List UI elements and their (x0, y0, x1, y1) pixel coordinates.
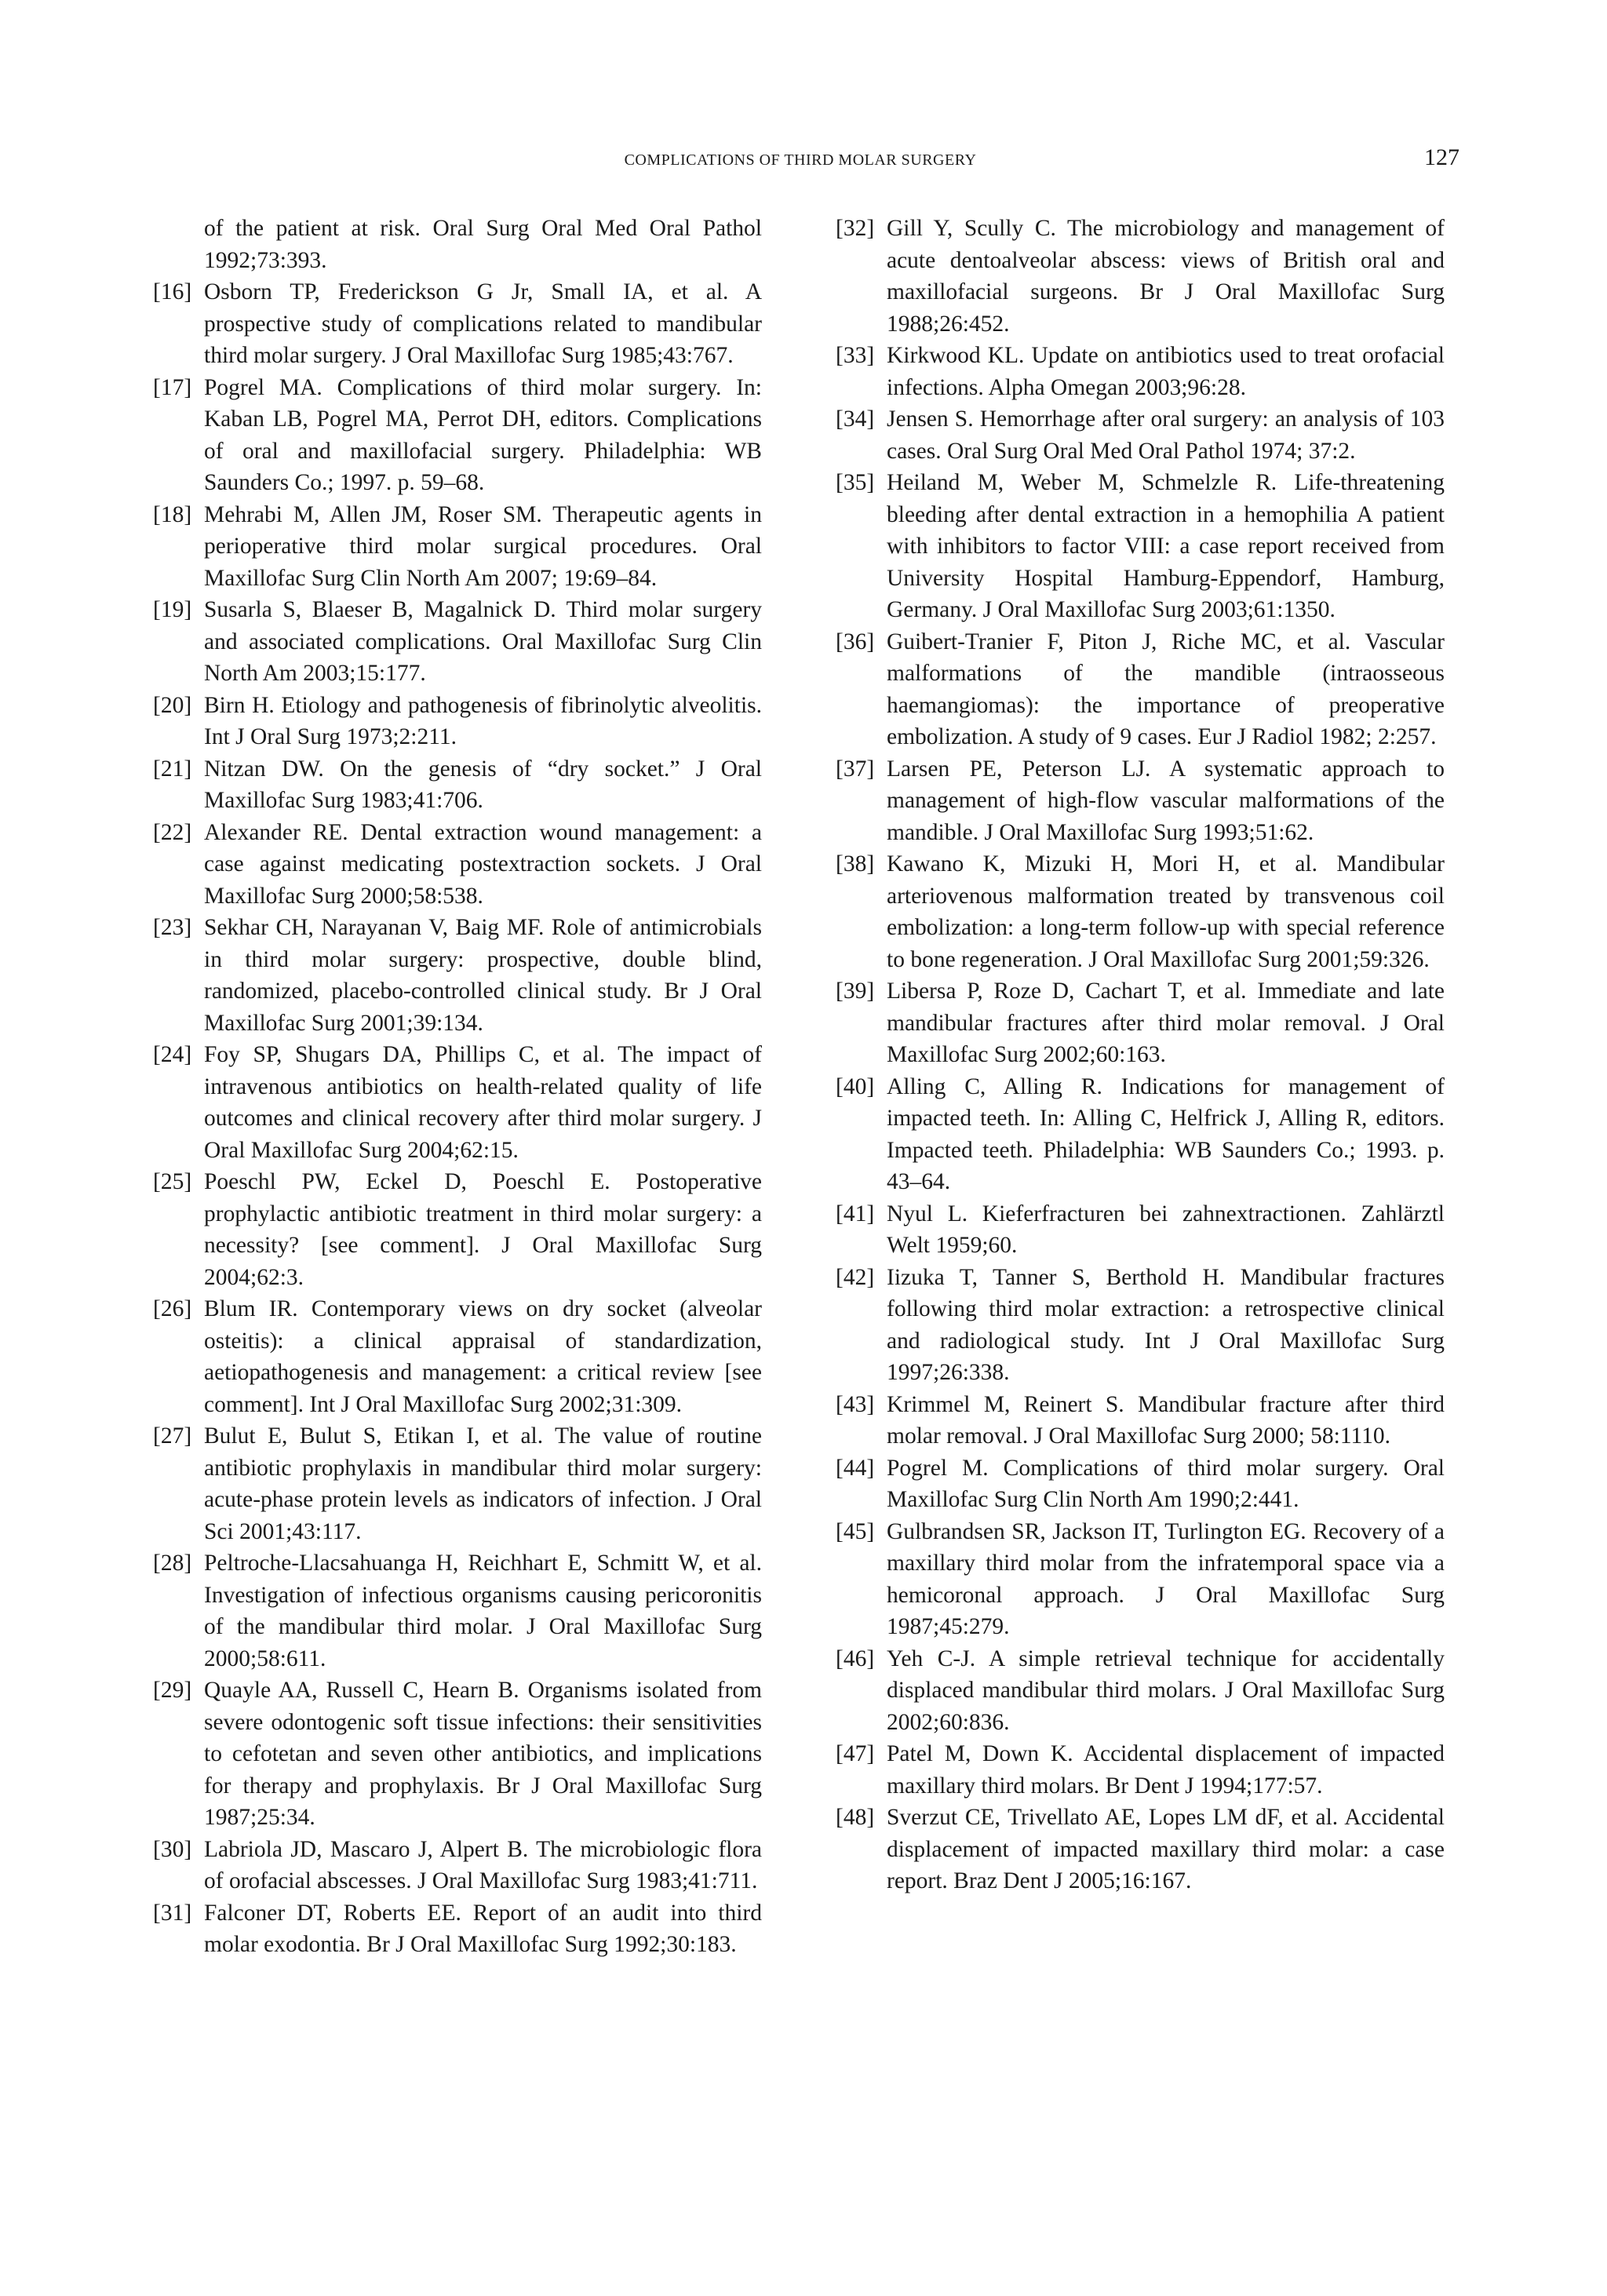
reference-text: Patel M, Down K. Accidental displacement of impacted maxillary third molars. Br Dent J 1994;177:57. (887, 1741, 1445, 1799)
reference-text: Quayle AA, Russell C, Hearn B. Organisms isolated from severe odontogenic soft tissue infections: their sensitivities to cefotetan and seven other antibiotics, and implications for therapy and prophylaxis. Br J Oral Maxillofac Surg 1987;25:34. (204, 1678, 762, 1830)
reference-number: [31] (153, 1900, 192, 1926)
reference-47 (836, 1738, 1445, 1802)
reference-number: [17] (153, 374, 192, 400)
reference-45 (836, 1516, 1445, 1643)
reference-32 (836, 213, 1445, 340)
reference-44 (836, 1452, 1445, 1516)
reference-text: Libersa P, Roze D, Cachart T, et al. Immediate and late mandibular fractures after third molar removal. J Oral Maxillofac Surg 2002;60:163. (887, 979, 1445, 1067)
reference-text: Jensen S. Hemorrhage after oral surgery: an analysis of 103 cases. Oral Surg Oral Med Oral Pathol 1974; 37:2. (887, 406, 1445, 464)
reference-number: [47] (836, 1741, 875, 1766)
running-head: COMPLICATIONS OF THIRD MOLAR SURGERY (624, 151, 977, 169)
reference-31 (153, 1897, 762, 1961)
reference-19 (153, 594, 762, 690)
reference-text: Guibert-Tranier F, Piton J, Riche MC, et al. Vascular malformations of the mandible (intraosseous haemangiomas): the importance of preoperative embolization. A study of 9 cases. Eur J Radiol 1982; 2:257. (887, 629, 1445, 749)
references-left-column (153, 213, 762, 1961)
reference-24 (153, 1039, 762, 1166)
reference-48 (836, 1802, 1445, 1897)
reference-18 (153, 499, 762, 595)
reference-text: Sekhar CH, Narayanan V, Baig MF. Role of antimicrobials in third molar surgery: prospective, double blind, randomized, placebo-controlled clinical study. Br J Oral Maxillofac Surg 2001;39:134. (204, 915, 762, 1036)
reference-29 (153, 1675, 762, 1834)
reference-text: Peltroche-Llacsahuanga H, Reichhart E, Schmitt W, et al. Investigation of infectious organisms causing pericoronitis of the mandibular third molar. J Oral Maxillofac Surg 2000;58:611. (204, 1551, 762, 1671)
reference-number: [24] (153, 1042, 192, 1067)
reference-text: Nitzan DW. On the genesis of “dry socket.” J Oral Maxillofac Surg 1983;41:706. (204, 756, 762, 813)
reference-39 (836, 975, 1445, 1071)
reference-text: Labriola JD, Mascaro J, Alpert B. The microbiologic flora of orofacial abscesses. J Oral Maxillofac Surg 1983;41:711. (204, 1836, 762, 1893)
reference-42 (836, 1262, 1445, 1389)
reference-35 (836, 467, 1445, 626)
reference-number: [30] (153, 1836, 192, 1862)
reference-text: Alling C, Alling R. Indications for management of impacted teeth. In: Alling C, Helfrick J, Alling R, editors. Impacted teeth. Philadelphia: WB Saunders Co.; 1993. p. 43–64. (887, 1073, 1445, 1194)
reference-16 (153, 276, 762, 372)
reference-text: Sverzut CE, Trivellato AE, Lopes LM dF, et al. Accidental displacement of impacted maxillary third molar: a case report. Braz Dent J 2005;16:167. (887, 1805, 1445, 1893)
reference-text: Gulbrandsen SR, Jackson IT, Turlington EG. Recovery of a maxillary third molar from the infratemporal space via a hemicoronal approach. J Oral Maxillofac Surg 1987;45:279. (887, 1518, 1445, 1639)
reference-34 (836, 403, 1445, 467)
reference-text: Heiland M, Weber M, Schmelzle R. Life-threatening bleeding after dental extraction in a hemophilia A patient with inhibitors to factor VIII: a case report received from University Hospital Hamburg-Eppendorf, Hamburg, Germany. J Oral Maxillofac Surg 2003;61:1350. (887, 470, 1445, 622)
reference-number: [35] (836, 470, 875, 495)
reference-number: [34] (836, 406, 875, 432)
reference-text: Kawano K, Mizuki H, Mori H, et al. Mandibular arteriovenous malformation treated by transvenous coil embolization: a long-term follow-up with special reference to bone regeneration. J Oral Maxillofac Surg 2001;59:326. (887, 851, 1445, 972)
reference-number: [38] (836, 851, 875, 876)
reference-continuation: of the patient at risk. Oral Surg Oral Med Oral Pathol 1992;73:393. (204, 216, 762, 273)
reference-number: [43] (836, 1391, 875, 1417)
reference-number: [37] (836, 756, 875, 782)
reference-number: [27] (153, 1423, 192, 1449)
reference-number: [29] (153, 1678, 192, 1703)
reference-text: Mehrabi M, Allen JM, Roser SM. Therapeutic agents in perioperative third molar surgical procedures. Oral Maxillofac Surg Clin North Am 2007; 19:69–84. (204, 501, 762, 591)
reference-number: [41] (836, 1201, 875, 1226)
reference-26 (153, 1293, 762, 1420)
reference-27 (153, 1420, 762, 1547)
reference-text: Birn H. Etiology and pathogenesis of fibrinolytic alveolitis. Int J Oral Surg 1973;2:211. (204, 692, 762, 749)
reference-text: Foy SP, Shugars DA, Phillips C, et al. The impact of intravenous antibiotics on health-related quality of life outcomes and clinical recovery after third molar surgery. J Oral Maxillofac Surg 2004;62:15. (204, 1042, 762, 1163)
reference-number: [20] (153, 692, 192, 718)
reference-43 (836, 1389, 1445, 1452)
reference-text: Yeh C-J. A simple retrieval technique for accidentally displaced mandibular third molars. J Oral Maxillofac Surg 2002;60:836. (887, 1645, 1445, 1735)
reference-number: [16] (153, 279, 192, 304)
reference-33 (836, 340, 1445, 403)
reference-number: [21] (153, 756, 192, 782)
reference-46 (836, 1643, 1445, 1739)
reference-38 (836, 848, 1445, 975)
reference-number: [32] (836, 216, 875, 241)
reference-number: [22] (153, 819, 192, 845)
reference-number: [23] (153, 915, 192, 940)
reference-text: Susarla S, Blaeser B, Magalnick D. Third molar surgery and associated complications. Oral Maxillofac Surg Clin North Am 2003;15:177. (204, 597, 762, 686)
references-right-column (836, 213, 1445, 1897)
reference-number: [42] (836, 1264, 875, 1290)
reference-number: [40] (836, 1073, 875, 1099)
reference-text: Iizuka T, Tanner S, Berthold H. Mandibular fractures following third molar extraction: a retrospective clinical and radiological study. Int J Oral Maxillofac Surg 1997;26:338. (887, 1264, 1445, 1385)
page-number: 127 (1424, 144, 1459, 170)
reference-text: Larsen PE, Peterson LJ. A systematic approach to management of high-flow vascular malformations of the mandible. J Oral Maxillofac Surg 1993;51:62. (887, 756, 1445, 845)
reference-22 (153, 817, 762, 913)
reference-number: [19] (153, 597, 192, 622)
reference-number: [28] (153, 1551, 192, 1576)
reference-20 (153, 690, 762, 753)
reference-number: [36] (836, 629, 875, 654)
reference-text: Pogrel MA. Complications of third molar surgery. In: Kaban LB, Pogrel MA, Perrot DH, editors. Complications of oral and maxillofacial surgery. Philadelphia: WB Saunders Co.; 1997. p. 59–68. (204, 374, 762, 495)
reference-number: [33] (836, 343, 875, 368)
reference-text: Falconer DT, Roberts EE. Report of an audit into third molar exodontia. Br J Oral Maxillofac Surg 1992;30:183. (204, 1900, 762, 1957)
reference-41 (836, 1198, 1445, 1262)
reference-36 (836, 626, 1445, 753)
reference-30 (153, 1834, 762, 1897)
reference-number: [39] (836, 979, 875, 1004)
reference-number: [25] (153, 1169, 192, 1194)
reference-text: Bulut E, Bulut S, Etikan I, et al. The value of routine antibiotic prophylaxis in mandibular third molar surgery: acute-phase protein levels as indicators of infection. J Oral Sci 2001;43:117. (204, 1423, 762, 1544)
reference-17 (153, 372, 762, 499)
reference-text: Blum IR. Contemporary views on dry socket (alveolar osteitis): a clinical appraisal of standardization, aetiopathogenesis and management: a critical review [see comment]. Int J Oral Maxillofac Surg 2002;31:309. (204, 1296, 762, 1417)
reference-number: [18] (153, 501, 192, 527)
reference-text: Gill Y, Scully C. The microbiology and management of acute dentoalveolar abscess: views of British oral and maxillofacial surgeons. Br J Oral Maxillofac Surg 1988;26:452. (887, 216, 1445, 337)
reference-28 (153, 1547, 762, 1675)
reference-text: Krimmel M, Reinert S. Mandibular fracture after third molar removal. J Oral Maxillofac Surg 2000; 58:1110. (887, 1391, 1445, 1449)
reference-number: [26] (153, 1296, 192, 1321)
reference-25 (153, 1166, 762, 1293)
reference-23 (153, 912, 762, 1039)
reference-text: Osborn TP, Frederickson G Jr, Small IA, et al. A prospective study of complications related to mandibular third molar surgery. J Oral Maxillofac Surg 1985;43:767. (204, 279, 762, 368)
reference-21 (153, 753, 762, 817)
reference-text: Alexander RE. Dental extraction wound management: a case against medicating postextraction sockets. J Oral Maxillofac Surg 2000;58:538. (204, 819, 762, 909)
reference-text: Pogrel M. Complications of third molar surgery. Oral Maxillofac Surg Clin North Am 1990;2:441. (887, 1455, 1445, 1512)
reference-text: Nyul L. Kieferfracturen bei zahnextractionen. Zahlärztl Welt 1959;60. (887, 1201, 1445, 1258)
reference-text: Poeschl PW, Eckel D, Poeschl E. Postoperative prophylactic antibiotic treatment in third molar surgery: a necessity? [see comment]. J Oral Maxillofac Surg 2004;62:3. (204, 1169, 762, 1290)
reference-text: Kirkwood KL. Update on antibiotics used to treat orofacial infections. Alpha Omegan 2003;96:28. (887, 343, 1445, 400)
reference-number: [46] (836, 1645, 875, 1671)
reference-number: [48] (836, 1805, 875, 1830)
reference-number: [45] (836, 1518, 875, 1544)
reference-40 (836, 1071, 1445, 1198)
reference-37 (836, 753, 1445, 849)
reference-number: [44] (836, 1455, 875, 1481)
